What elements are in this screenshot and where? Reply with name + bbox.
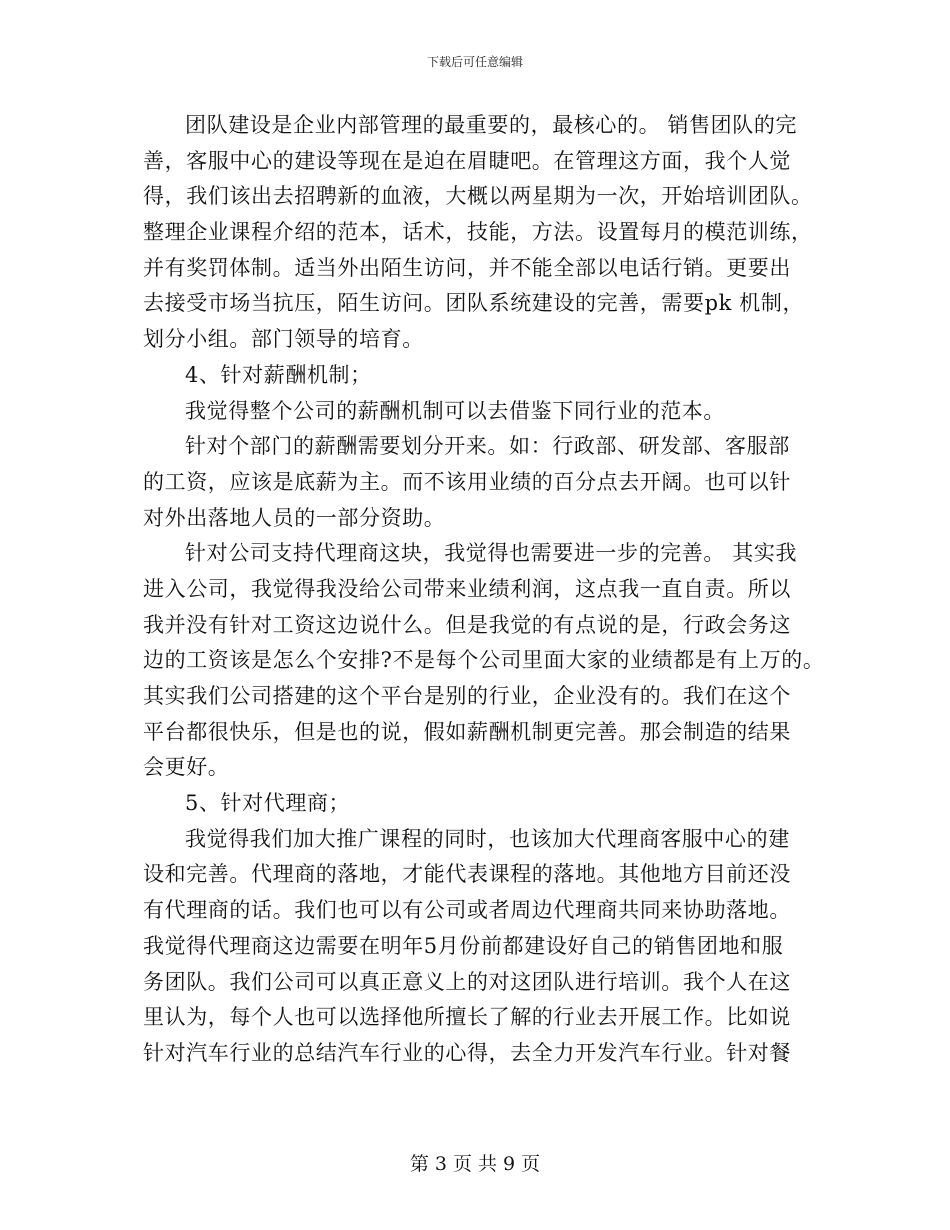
text-line: 平台都很快乐，但是也的说，假如薪酬机制更完善。那会制造的结果: [143, 719, 791, 744]
text-line: 整理企业课程介绍的范本，话术，技能，方法。设置每月的模范训练，: [143, 220, 813, 245]
text-line: 划分小组。部门领导的培育。: [143, 327, 424, 352]
text-line: 善，客服中心的建设等现在是迫在眉睫吧。在管理这方面，我个人觉: [143, 148, 791, 173]
text-line: 4、针对薪酬机制；: [185, 362, 372, 387]
text-line: 对外出落地人员的一部分资助。: [143, 505, 446, 530]
text-line: 边的工资该是怎么个安排?不是每个公司里面大家的业绩都是有上万的。: [143, 648, 825, 673]
text-line: 设和完善。代理商的落地，才能代表课程的落地。其他地方目前还没: [143, 862, 791, 887]
text-line: 有代理商的话。我们也可以有公司或者周边代理商共同来协助落地。: [143, 898, 791, 923]
text-line: 里认为，每个人也可以选择他所擅长了解的行业去开展工作。比如说: [143, 1005, 791, 1030]
page-footer: 第 3 页 共 9 页: [409, 1153, 541, 1175]
text-line: 我觉得整个公司的薪酬机制可以去借鉴下同行业的范本。: [185, 398, 725, 423]
text-line: 得，我们该出去招聘新的血液，大概以两星期为一次，开始培训团队。: [143, 184, 813, 209]
text-line: 其实我们公司搭建的这个平台是别的行业，企业没有的。我们在这个: [143, 684, 791, 708]
text-line: 我觉得代理商这边需要在明年5月份前都建设好自己的销售团地和服: [143, 933, 784, 958]
text-line: 团队建设是企业内部管理的最重要的，最核心的。 销售团队的完: [185, 113, 798, 137]
text-line: 的工资，应该是底薪为主。而不该用业绩的百分点去开阔。也可以针: [143, 469, 791, 494]
text-line: 针对个部门的薪酬需要划分开来。如：行政部、研发部、客服部: [185, 434, 790, 459]
document-body: [143, 108, 823, 1072]
text-line: 务团队。我们公司可以真正意义上的对这团队进行培训。我个人在这: [143, 969, 791, 994]
text-line: 会更好。: [143, 755, 230, 780]
text-line: 我觉得我们加大推广课程的同时，也该加大代理商客服中心的建: [185, 826, 790, 851]
text-line: 去接受市场当抗压，陌生访问。团队系统建设的完善，需要pk 机制，: [143, 291, 805, 316]
text-line: 进入公司，我觉得我没给公司带来业绩利润，这点我一直自责。所以: [143, 576, 791, 601]
page-header: 下载后可任意编辑: [426, 55, 523, 69]
text-line: 5、针对代理商；: [185, 791, 351, 816]
text-line: 我并没有针对工资这边说什么。但是我觉的有点说的是，行政会务这: [143, 612, 791, 637]
text-line: 针对公司支持代理商这块，我觉得也需要进一步的完善。 其实我: [185, 541, 798, 566]
text-line: 针对汽车行业的总结汽车行业的心得，去全力开发汽车行业。针对餐: [143, 1040, 791, 1065]
text-line: 并有奖罚体制。适当外出陌生访问，并不能全部以电话行销。更要出: [143, 255, 791, 280]
